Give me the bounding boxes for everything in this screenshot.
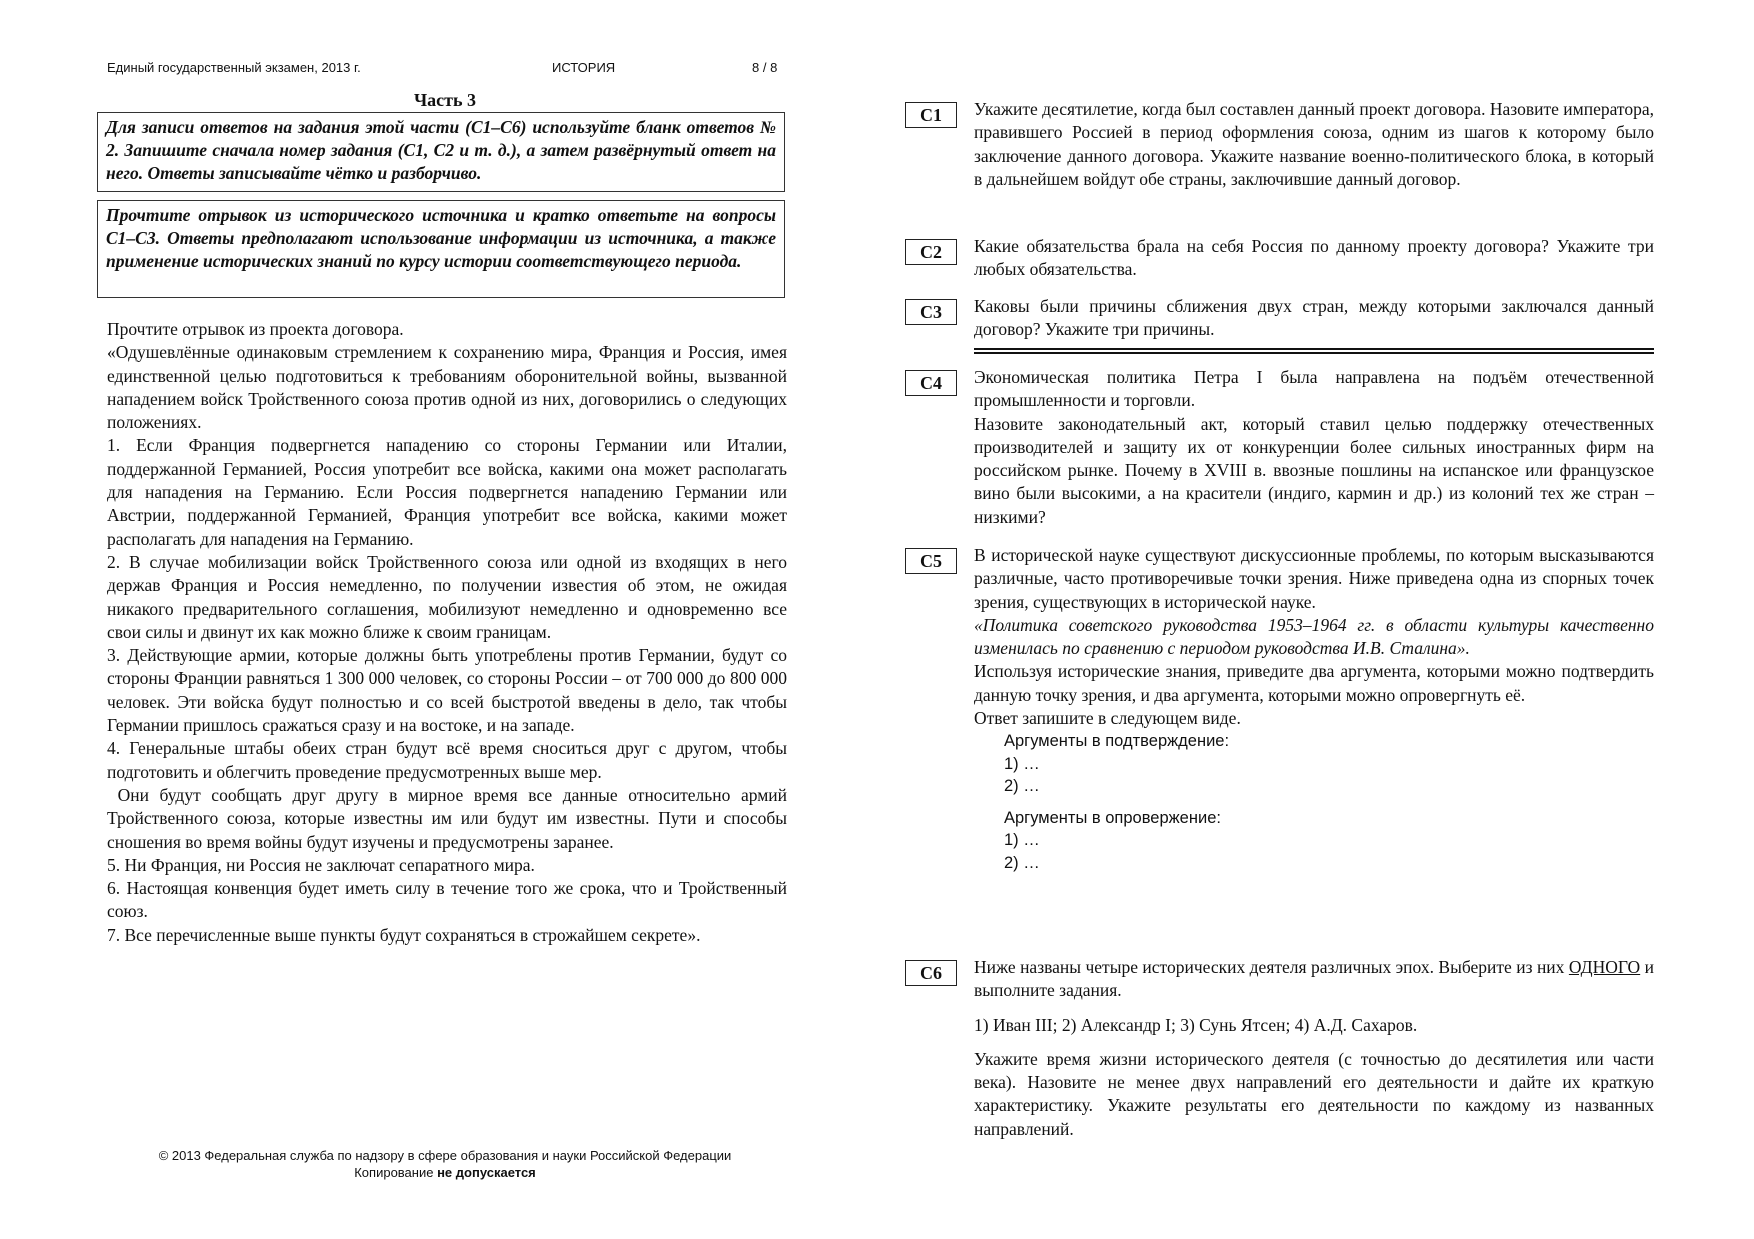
source-intro: Прочтите отрывок из проекта договора. (107, 319, 404, 339)
exam-title: Единый государственный экзамен, 2013 г. (107, 60, 361, 75)
copyright-line: © 2013 Федеральная служба по надзору в сфере образования и науки Российской Федерации (158, 1148, 732, 1163)
source-paragraph: 3. Действующие армии, которые должны быть употреблены против Германии, будут со стороны Франции равняться 1 300 000 человек, со стороны России – от 700 000 до 800 000 человек. Эти войска будут полностью и со всей быстротой введены в дело, так чтобы Германии пришлось сражаться сразу и на востоке, и на западе. (107, 645, 787, 736)
task-c6-prefix: Ниже названы четыре исторических деятеля различных эпох. Выберите из них (974, 957, 1569, 977)
source-paragraph: 7. Все перечисленные выше пункты будут сохраняться в строжайшем секрете». (107, 924, 701, 945)
copy-notice (107, 1164, 783, 1181)
task-c5-paragraph: Ответ запишите в следующем виде. (974, 708, 1241, 729)
task-c4-paragraph: Экономическая политика Петра I была направлена на подъём отечественной промышленности и торговли. (974, 367, 1654, 411)
source-paragraph: «Одушевлённые одинаковым стремлением к сохранению мира, Франция и Россия, имея единственной целью подготовиться к требованиям оборонительной войны, вызванной нападением войск Тройственного союза против одной из них, договорились о следующих положениях. (107, 342, 787, 433)
task-code-c4: С4 (905, 370, 957, 396)
source-paragraph: 1. Если Франция подвергнется нападению со стороны Германии или Италии, поддержанной Германией, Россия употребит все войска, какими она может располагать для нападения на Германию. Если Россия подвергнется нападению Германии или Австрии, поддержанной Германией, Франция употребит все войска, какими может располагать для нападения на Германию. (107, 435, 787, 549)
task-c4-text (974, 366, 1654, 529)
instruction-box-source: Прочтите отрывок из исторического источника и кратко ответьте на вопросы С1–С3. Ответы предполагают использование информации из источника, а также применение исторических знаний по курсу истории соответствующего периода. (97, 200, 785, 298)
part-title: Часть 3 (413, 90, 477, 110)
argument-item: 2) … (1004, 777, 1040, 796)
arguments-for-label: Аргументы в подтверждение: (1004, 732, 1230, 751)
task-c1-text: Укажите десятилетие, когда был составлен данный проект договора. Назовите императора, правившего Россией в период оформления союза, одним из шагов к которому было заключение данного договора. Укажите название военно-политического блока, в который в дальнейшем войдут обе страны, заключившие данный договор. (974, 99, 1654, 189)
task-code-c3: С3 (905, 299, 957, 325)
copy-notice-bold: не допускается (437, 1165, 536, 1180)
task-c6-suffix: и выполните задания. (974, 957, 1654, 1001)
task-code-c1: С1 (905, 102, 957, 128)
task-code-c2: С2 (905, 239, 957, 265)
task-c5-quote: «Политика советского руководства 1953–1964 гг. в области культуры качественно изменилась по сравнению с периодом руководства И.В. Сталина». (974, 614, 1654, 659)
task-code-c5: С5 (905, 548, 957, 574)
source-excerpt (107, 318, 792, 947)
task-c6-list: 1) Иван III; 2) Александр I; 3) Сунь Ятсен; 4) А.Д. Сахаров. (974, 1014, 1418, 1035)
arguments-against-label: Аргументы в опровержение: (1004, 808, 1221, 827)
task-c6-underlined: ОДНОГО (1568, 957, 1641, 977)
task-c5-paragraph: Используя исторические знания, приведите два аргумента, которыми можно подтвердить данную точку зрения, и два аргумента, которыми можно опровергнуть её. (974, 661, 1654, 705)
task-c5-paragraph: В исторической науке существуют дискуссионные проблемы, по которым высказываются различные, часто противоречивые точки зрения. Ниже приведена одна из спорных точек зрения, существующих в исторической науке. (974, 545, 1654, 612)
instruction-box-answer-form: Для записи ответов на задания этой части (С1–С6) используйте бланк ответов № 2. Запишите сначала номер задания (С1, С2 и т. д.), а затем развёрнутый ответ на него. Ответы записывайте чётко и разборчиво. (97, 112, 785, 192)
section-divider (974, 348, 1654, 354)
task-c4-paragraph: Назовите законодательный акт, который ставил целью поддержку отечественных производителей и защиту их от конкуренции более сильных иностранных фирм на российском рынке. Почему в XVIII в. ввозные пошлины на испанское или французское вино были высокими, а на красители (индиго, кармин и др.) из колоний тех же стран – низкими? (974, 413, 1654, 527)
source-paragraph: Они будут сообщать друг другу в мирное время все данные относительно армий Тройственного союза, которые известны им или будут им известны. Пути и способы сношения во время войны будут изучены и предусмотрены заранее. (107, 784, 792, 852)
copyright-footer (107, 1147, 783, 1181)
argument-item: 1) … (1004, 754, 1040, 773)
source-paragraph: 5. Ни Франция, ни Россия не заключат сепаратного мира. (107, 854, 535, 875)
task-c6-paragraph: Укажите время жизни исторического деятеля (с точностью до десятилетия или части века). Назовите не менее двух направлений его деятельности и дайте их краткую характеристику. Укажите результаты его деятельности по каждому из названных направлений. (974, 1048, 1654, 1139)
task-c6-paragraph (974, 956, 1654, 1003)
page-number: 8 / 8 (752, 60, 778, 75)
source-paragraph: 6. Настоящая конвенция будет иметь силу в течение того же срока, что и Тройственный союз. (107, 878, 787, 922)
task-c6-text (974, 956, 1654, 1141)
argument-item: 1) … (1004, 831, 1040, 850)
copy-notice-prefix: Копирование (354, 1165, 438, 1180)
subject-title: ИСТОРИЯ (552, 60, 616, 75)
right-page (877, 0, 1754, 1239)
page-header (107, 60, 783, 80)
task-c3-text: Каковы были причины сближения двух стран, между которыми заключался данный договор? Укажите три причины. (974, 296, 1654, 340)
argument-item: 2) … (1004, 853, 1040, 872)
task-code-c6: С6 (905, 960, 957, 986)
task-c2-text: Какие обязательства брала на себя Россия по данному проекту договора? Укажите три любых обязательства. (974, 236, 1654, 280)
source-paragraph: 2. В случае мобилизации войск Тройственного союза или одной из входящих в него держав Франция и Россия немедленно, по получении известия об этом, не ожидая никакого предварительного соглашения, мобилизуют немедленно и одновременно все свои силы и двинут их как можно ближе к своим границам. (107, 551, 787, 642)
source-paragraph: 4. Генеральные штабы обеих стран будут всё время сноситься друг с другом, чтобы подготовить и облегчить проведение предусмотренных выше мер. (107, 738, 787, 782)
task-c5-text (974, 544, 1654, 874)
